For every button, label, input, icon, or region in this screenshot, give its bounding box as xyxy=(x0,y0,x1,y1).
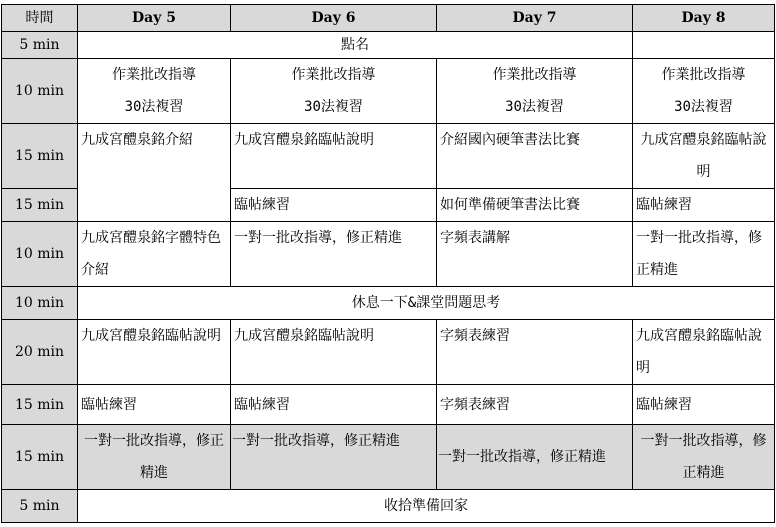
merged-activity-cell: 休息一下&課堂問題思考 xyxy=(78,287,775,320)
activity-cell: 介紹國內硬筆書法比賽 xyxy=(437,124,633,189)
activity-cell: 臨帖練習 xyxy=(231,385,437,425)
activity-cell: 臨帖練習 xyxy=(633,385,775,425)
table-row xyxy=(2,222,775,287)
activity-cell: 作業批改指導 30法複習 xyxy=(78,59,231,124)
time-cell: 15 min xyxy=(2,385,78,425)
activity-cell: 字頻表講解 xyxy=(437,222,633,287)
activity-cell: 九成宮醴泉銘臨帖說明 xyxy=(633,320,775,385)
activity-cell: 九成宮醴泉銘臨帖說明 xyxy=(78,320,231,385)
day-header: Day 6 xyxy=(231,5,437,32)
activity-cell: 九成宮醴泉銘字體特色介紹 xyxy=(78,222,231,287)
activity-cell: 作業批改指導 30法複習 xyxy=(231,59,437,124)
table-row xyxy=(2,124,775,189)
activity-cell: 臨帖練習 xyxy=(231,189,437,222)
table-row xyxy=(2,490,775,523)
activity-cell: 一對一批改指導，修正精進 xyxy=(231,425,437,490)
table-row xyxy=(2,59,775,124)
day-header: Day 7 xyxy=(437,5,633,32)
activity-cell: 一對一批改指導，修正精進 xyxy=(78,425,231,490)
time-cell: 10 min xyxy=(2,59,78,124)
activity-cell: 臨帖練習 xyxy=(78,385,231,425)
activity-cell: 九成宮醴泉銘臨帖說明 xyxy=(231,124,437,189)
merged-activity-cell: 收拾準備回家 xyxy=(78,490,775,523)
activity-cell: 一對一批改指導，修正精進 xyxy=(633,222,775,287)
table-row xyxy=(2,385,775,425)
time-cell: 15 min xyxy=(2,189,78,222)
activity-cell: 一對一批改指導，修正精進 xyxy=(437,425,633,490)
table-row xyxy=(2,425,775,490)
time-cell: 5 min xyxy=(2,32,78,59)
activity-cell: 一對一批改指導，修正精進 xyxy=(231,222,437,287)
time-cell: 5 min xyxy=(2,490,78,523)
activity-cell: 九成宮醴泉銘介紹 xyxy=(78,124,231,222)
empty-cell xyxy=(633,32,775,59)
table-row xyxy=(2,287,775,320)
schedule-table xyxy=(1,4,775,523)
activity-cell: 九成宮醴泉銘臨帖說明 xyxy=(633,124,775,189)
time-cell: 10 min xyxy=(2,287,78,320)
time-cell: 10 min xyxy=(2,222,78,287)
activity-cell: 如何準備硬筆書法比賽 xyxy=(437,189,633,222)
activity-cell: 一對一批改指導，修正精進 xyxy=(633,425,775,490)
table-row xyxy=(2,320,775,385)
activity-cell: 臨帖練習 xyxy=(633,189,775,222)
time-cell: 15 min xyxy=(2,425,78,490)
time-cell: 20 min xyxy=(2,320,78,385)
time-cell: 15 min xyxy=(2,124,78,189)
header-row xyxy=(2,5,775,32)
activity-cell: 作業批改指導 30法複習 xyxy=(437,59,633,124)
activity-cell: 作業批改指導 30法複習 xyxy=(633,59,775,124)
activity-cell: 九成宮醴泉銘臨帖說明 xyxy=(231,320,437,385)
day-header: Day 8 xyxy=(633,5,775,32)
activity-cell: 字頻表練習 xyxy=(437,385,633,425)
time-header: 時間 xyxy=(2,5,78,32)
activity-cell: 字頻表練習 xyxy=(437,320,633,385)
day-header: Day 5 xyxy=(78,5,231,32)
table-row xyxy=(2,32,775,59)
merged-activity-cell: 點名 xyxy=(78,32,633,59)
